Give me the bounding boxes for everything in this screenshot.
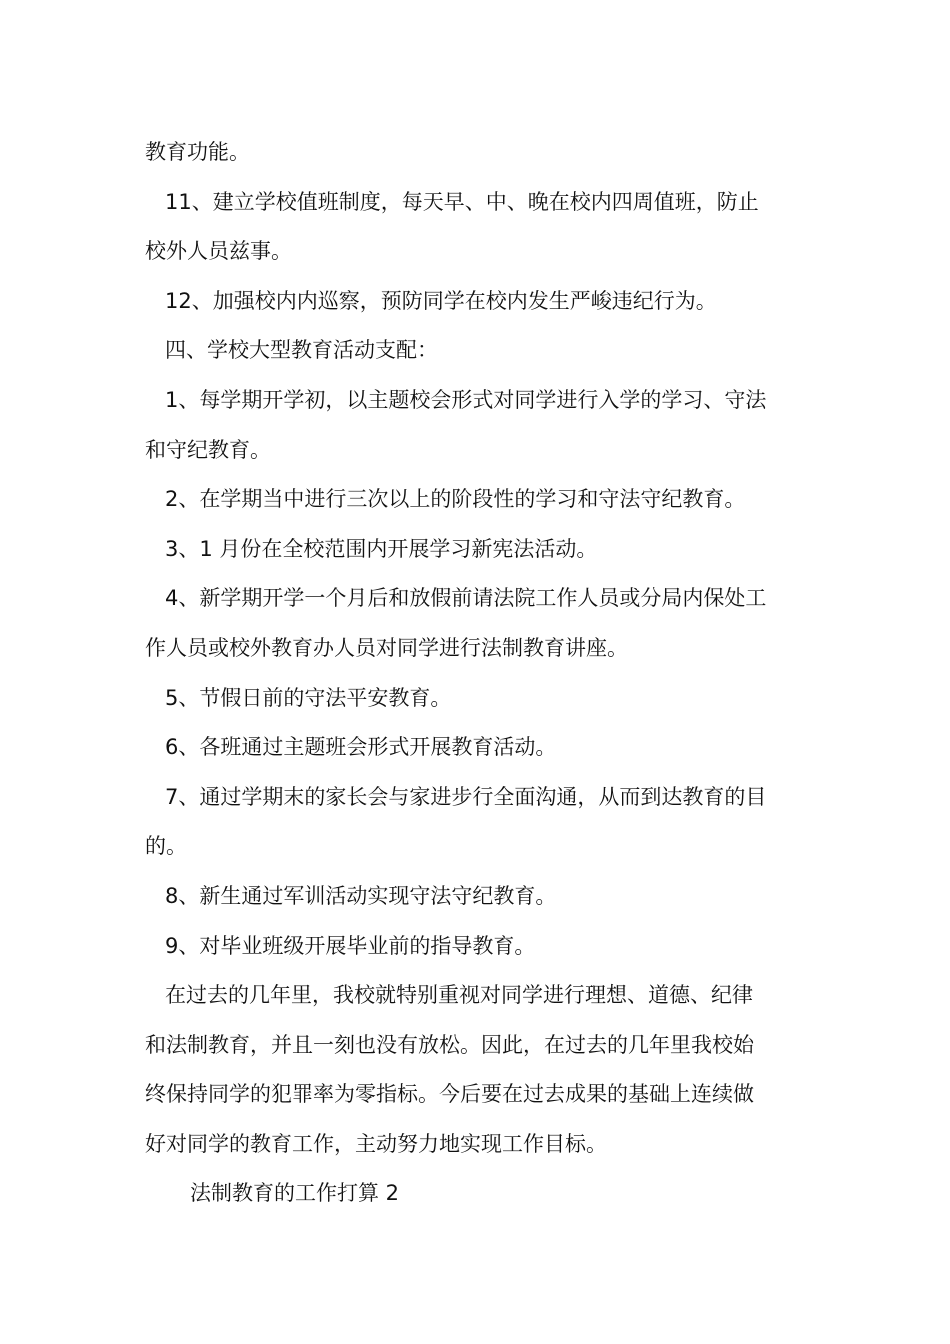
list-item: 8、新生通过军训活动实现守法守纪教育。	[165, 883, 557, 908]
section-title: 法制教育的工作打算 2	[190, 1181, 400, 1206]
paragraph-line: 好对同学的教育工作，主动努力地实现工作目标。	[145, 1131, 607, 1156]
paragraph-line: 校外人员兹事。	[145, 239, 292, 264]
list-item: 7、通过学期末的家长会与家进步行全面沟通，从而到达教育的目	[165, 784, 767, 809]
paragraph-line: 教育功能。	[145, 140, 250, 164]
list-item: 6、各班通过主题班会形式开展教育活动。	[165, 735, 557, 760]
paragraph-line: 和守纪教育。	[145, 437, 271, 462]
paragraph-line: 作人员或校外教育办人员对同学进行法制教育讲座。	[145, 635, 628, 660]
paragraph-line: 的。	[145, 834, 187, 859]
document-body	[145, 128, 810, 1219]
section-heading: 四、学校大型教育活动支配：	[165, 338, 438, 363]
list-item: 3、1 月份在全校范围内开展学习新宪法活动。	[165, 536, 598, 561]
list-item: 1、每学期开学初，以主题校会形式对同学进行入学的学习、守法	[165, 387, 767, 412]
paragraph-line: 12、加强校内内巡察，预防同学在校内发生严峻违纪行为。	[165, 288, 717, 313]
list-item: 2、在学期当中进行三次以上的阶段性的学习和守法守纪教育。	[165, 487, 746, 512]
paragraph-line: 终保持同学的犯罪率为零指标。今后要在过去成果的基础上连续做	[145, 1082, 754, 1107]
list-item: 4、新学期开学一个月后和放假前请法院工作人员或分局内保处工	[165, 586, 767, 611]
paragraph-line: 和法制教育，并且一刻也没有放松。因此，在过去的几年里我校始	[145, 1032, 754, 1057]
paragraph-line: 11、建立学校值班制度，每天早、中、晚在校内四周值班，防止	[165, 189, 759, 214]
list-item: 9、对毕业班级开展毕业前的指导教育。	[165, 933, 536, 958]
paragraph-line: 在过去的几年里，我校就特别重视对同学进行理想、道德、纪律	[165, 983, 753, 1008]
list-item: 5、节假日前的守法平安教育。	[165, 685, 452, 710]
